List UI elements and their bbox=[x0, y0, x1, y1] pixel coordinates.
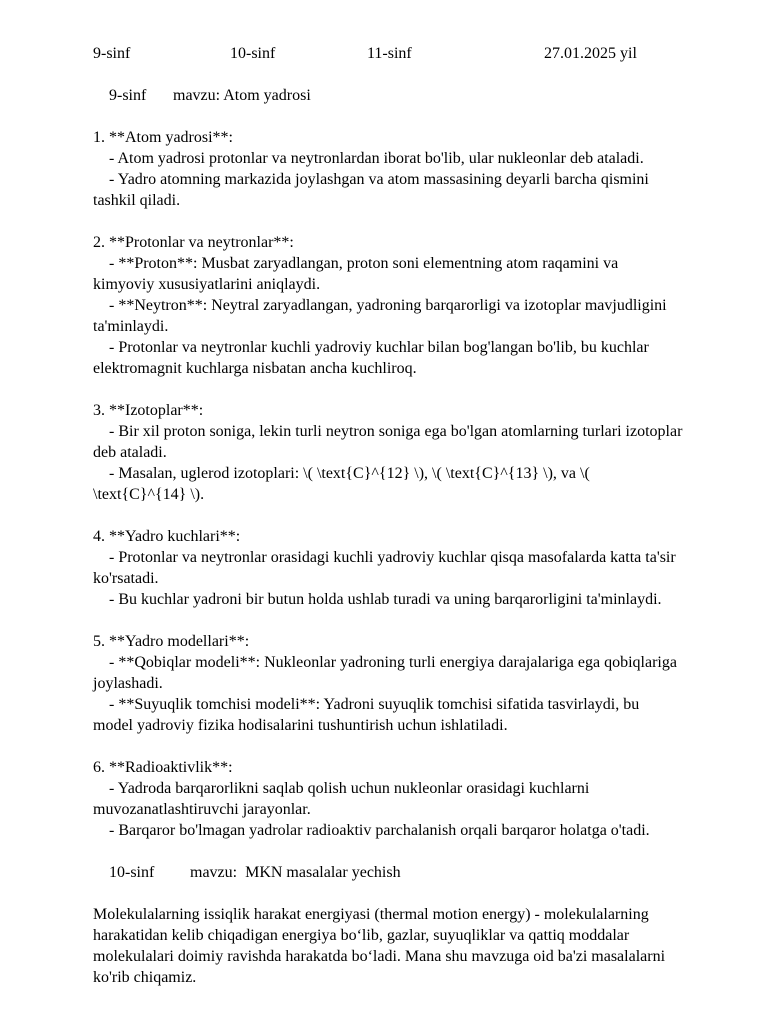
section-1-title: 1. **Atom yadrosi**: bbox=[93, 129, 233, 146]
header-grade-9: 9-sinf bbox=[93, 45, 131, 62]
topic-9-label: mavzu: Atom yadrosi bbox=[173, 87, 311, 104]
section-5-item: - **Qobiqlar modeli**: Nukleonlar yadroning turli energiya darajalariga ega qobiqlariga joylashadi. bbox=[93, 654, 681, 692]
section-2-item: - **Neytron**: Neytral zaryadlangan, yadroning barqarorligi va izotoplar mavjudligini ta'minlaydi. bbox=[93, 297, 671, 335]
section-2-title: 2. **Protonlar va neytronlar**: bbox=[93, 234, 294, 251]
section-6-item: - Barqaror bo'lmagan yadrolar radioaktiv parchalanish orqali barqaror holatga o'tadi. bbox=[109, 822, 650, 839]
section-3-item: - Bir xil proton soniga, lekin turli neytron soniga ega bo'lgan atomlarning turlari izotoplar deb ataladi. bbox=[93, 423, 687, 461]
header-date: 27.01.2025 yil bbox=[544, 45, 637, 62]
header-grade-10: 10-sinf bbox=[230, 45, 276, 62]
topic-10-grade: 10-sinf bbox=[109, 864, 155, 881]
spacer bbox=[93, 505, 683, 526]
section-6-item: - Yadroda barqarorlikni saqlab qolish uchun nukleonlar orasidagi kuchlarni muvozanatlashtiruvchi jarayonlar. bbox=[93, 780, 594, 818]
section-2-item: - Protonlar va neytronlar kuchli yadroviy kuchlar bilan bog'langan bo'lib, bu kuchlar elektromagnit kuchlarga nisbatan ancha kuchliroq. bbox=[93, 339, 653, 377]
closing-paragraph: Molekulalarning issiqlik harakat energiyasi (thermal motion energy) - molekulalarning harakatidan kelib chiqadigan energiya bo‘lib, gazlar, suyuqliklar va qattiq moddalar molekulalari doimiy ravishda harakatda bo‘ladi. Mana shu mavzuga oid ba'zi masalalarni ko'rib chiqamiz. bbox=[93, 906, 670, 986]
topic-10-label: mavzu: MKN masalalar yechish bbox=[190, 864, 401, 881]
section-1-item: - Atom yadrosi protonlar va neytronlardan iborat bo'lib, ular nukleonlar deb ataladi. bbox=[109, 150, 644, 167]
section-5-title: 5. **Yadro modellari**: bbox=[93, 633, 250, 650]
topic-9-grade: 9-sinf bbox=[109, 87, 147, 104]
section-3-title: 3. **Izotoplar**: bbox=[93, 402, 204, 419]
section-1-item: - Yadro atomning markazida joylashgan va atom massasining deyarli barcha qismini tashkil qiladi. bbox=[93, 171, 653, 209]
grade-header bbox=[93, 43, 683, 64]
topic-10-row bbox=[93, 841, 683, 904]
section-4-item: - Bu kuchlar yadroni bir butun holda ushlab turadi va uning barqarorligini ta'minlaydi. bbox=[109, 591, 662, 608]
spacer bbox=[93, 379, 683, 400]
section-6-title: 6. **Radioaktivlik**: bbox=[93, 759, 233, 776]
topic-9-row bbox=[93, 64, 683, 127]
section-2-item: - **Proton**: Musbat zaryadlangan, proton soni elementning atom raqamini va kimyoviy xususiyatlarini aniqlaydi. bbox=[93, 255, 623, 293]
section-4-title: 4. **Yadro kuchlari**: bbox=[93, 528, 241, 545]
spacer bbox=[93, 610, 683, 631]
section-5-item: - **Suyuqlik tomchisi modeli**: Yadroni suyuqlik tomchisi sifatida tasvirlaydi, bu model yadroviy fizika hodisalarini tushuntirish uchun ishlatiladi. bbox=[93, 696, 644, 734]
section-3-item: - Masalan, uglerod izotoplari: \( \text{C}^{12} \), \( \text{C}^{13} \), va \( \text{C}^{14} \). bbox=[93, 465, 594, 503]
section-4-item: - Protonlar va neytronlar orasidagi kuchli yadroviy kuchlar qisqa masofalarda katta ta'sir ko'rsatadi. bbox=[93, 549, 680, 587]
spacer bbox=[93, 211, 683, 232]
document-page bbox=[93, 43, 687, 988]
header-grade-11: 11-sinf bbox=[367, 45, 412, 62]
spacer bbox=[93, 736, 683, 757]
